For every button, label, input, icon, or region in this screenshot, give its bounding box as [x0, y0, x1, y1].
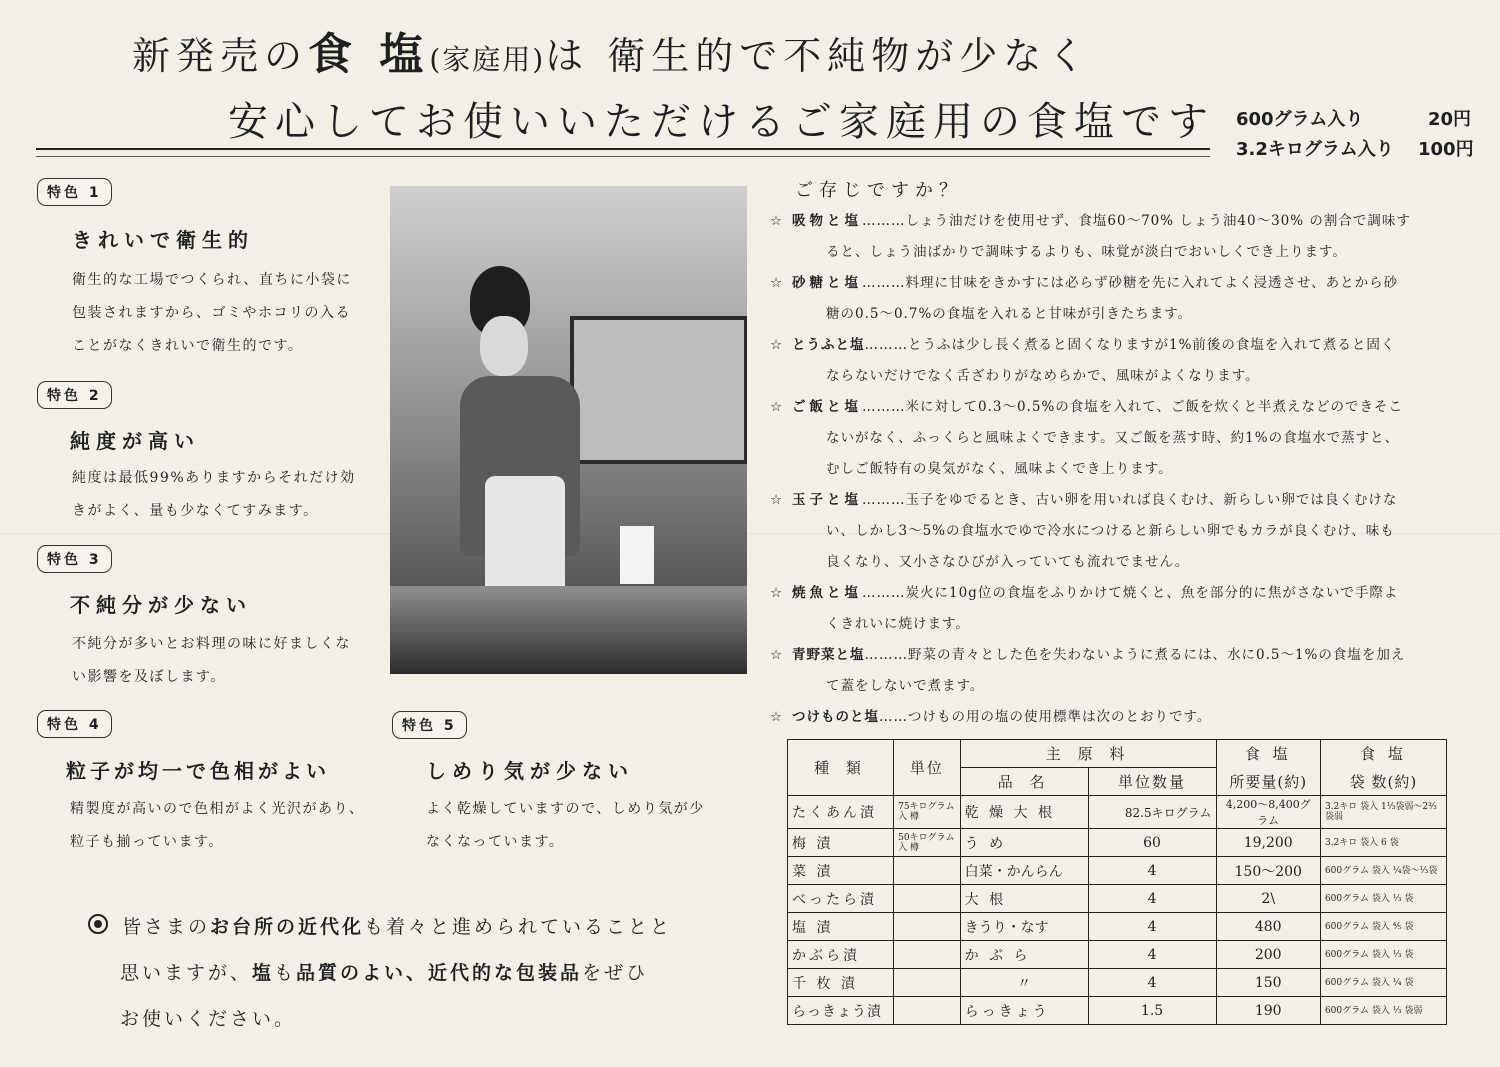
feature-tag-3: 特色 3	[37, 545, 112, 573]
kind-cell: たくあん漬	[788, 796, 894, 829]
salt-cell: 200	[1216, 941, 1320, 969]
header-rule	[36, 148, 1210, 157]
unit-cell	[894, 885, 961, 913]
tip-text: ………料理に甘味をきかすには必らず砂糖を先に入れてよく浸透させ、あとから砂	[862, 275, 1399, 291]
tip-label: ご飯と塩	[792, 399, 862, 415]
apron	[485, 476, 565, 596]
item-cell: らっきょう	[960, 997, 1088, 1025]
unit-cell	[894, 913, 961, 941]
tip-text: 良くなり、又小さなひびが入っていても流れでません。	[826, 554, 1190, 570]
feature-body-3	[72, 628, 351, 694]
closing-message	[88, 904, 672, 1042]
bags-cell: 600グラム 袋入 ⅓ 袋	[1320, 941, 1446, 969]
feature-title-1: きれいで衛生的	[72, 228, 254, 252]
bags-cell: 3.2キロ 袋入 6 袋	[1320, 829, 1446, 857]
qty-cell: 82.5キログラム	[1088, 796, 1216, 829]
salt-cell: 4,200〜8,400グラム	[1216, 796, 1320, 829]
star-icon: ☆	[770, 647, 784, 663]
headline-text: 新発売の	[132, 34, 309, 78]
closing-text: をぜひ	[582, 962, 649, 984]
feature-line: 包装されますから、ゴミやホコリの入る	[72, 305, 351, 321]
bullet-circle-icon	[88, 914, 108, 934]
table-row	[788, 857, 1447, 885]
closing-text: も着々と進められていることと	[364, 916, 673, 938]
column-header: 主 原 料	[960, 740, 1216, 768]
salt-package	[620, 526, 654, 584]
price-size-1: 600グラム入り	[1236, 109, 1364, 130]
tip-text: くきれいに焼けます。	[826, 616, 970, 632]
column-header: 単位	[894, 740, 961, 796]
closing-emphasis: お台所の近代化	[210, 916, 365, 938]
tip-label: 玉子と塩	[792, 492, 862, 508]
tip-label: とうふと塩	[792, 337, 865, 353]
headline-emphasis: 食 塩	[308, 29, 430, 80]
feature-tag-4: 特色 4	[37, 710, 112, 738]
unit-cell: 75キログラム入 樽	[894, 796, 961, 829]
star-icon: ☆	[770, 213, 784, 229]
tip-label: 砂糖と塩	[792, 275, 862, 291]
feature-tag-2: 特色 2	[37, 381, 112, 409]
counter	[390, 586, 747, 674]
salt-cell: 480	[1216, 913, 1320, 941]
feature-body-4	[70, 793, 365, 859]
qty-cell: 4	[1088, 913, 1216, 941]
feature-line: ことがなくきれいで衛生的です。	[72, 338, 304, 354]
column-header: 単位数量	[1088, 768, 1216, 796]
kitchen-photo	[390, 186, 747, 674]
table-row	[788, 885, 1447, 913]
tip-text: ………しょう油だけを使用せず、食塩60〜70% しょう油40〜30% の割合で調味す	[862, 213, 1411, 229]
bags-cell: 600グラム 袋入 ¼袋〜⅓袋	[1320, 857, 1446, 885]
feature-title-3: 不純分が少ない	[70, 593, 252, 617]
woman-face	[480, 316, 528, 376]
column-header: 食 塩	[1320, 740, 1446, 768]
feature-line: 精製度が高いので色相がよく光沢があり、	[70, 801, 365, 817]
price-value-2: 100円	[1418, 139, 1474, 160]
table-row	[788, 796, 1447, 829]
tip-text: ………米に対して0.3〜0.5%の食塩を入れて、ご飯を炊くと半煮えなどのできそこ	[862, 399, 1403, 415]
feature-line: 純度は最低99%ありますからそれだけ効	[72, 470, 356, 486]
feature-title-5: しめり気が少ない	[426, 759, 634, 783]
closing-emphasis: 品質のよい、近代的な包装品	[296, 962, 583, 984]
unit-cell	[894, 997, 961, 1025]
feature-line: なくなっています。	[426, 834, 565, 850]
feature-line: 粒子も揃っています。	[70, 834, 224, 850]
feature-body-1	[72, 264, 352, 363]
unit-cell: 50キログラム入 樽	[894, 829, 961, 857]
salt-cell: 2\	[1216, 885, 1320, 913]
headline-note: (家庭用)	[429, 43, 546, 76]
star-icon: ☆	[770, 399, 784, 415]
salt-cell: 190	[1216, 997, 1320, 1025]
headline-line-2: 安心してお使いいただけるご家庭用の食塩です	[228, 99, 1215, 145]
item-cell: う め	[960, 829, 1088, 857]
tip-text: むしご飯特有の臭気がなく、風味よくでき上ります。	[826, 461, 1173, 477]
price-size-2: 3.2キログラム入り	[1236, 139, 1394, 160]
bags-cell: 600グラム 袋入 ⅓ 袋弱	[1320, 997, 1446, 1025]
kind-cell: 梅 漬	[788, 829, 894, 857]
column-header: 食 塩	[1216, 740, 1320, 768]
feature-tag-5: 特色 5	[392, 711, 467, 739]
feature-line: 衛生的な工場でつくられ、直ちに小袋に	[72, 272, 352, 288]
tip-label: 焼魚と塩	[792, 585, 862, 601]
tip-label: つけものと塩	[792, 709, 879, 725]
unit-cell	[894, 857, 961, 885]
table-row	[788, 913, 1447, 941]
salt-cell: 150	[1216, 969, 1320, 997]
kind-cell: かぶら漬	[788, 941, 894, 969]
closing-line-2	[88, 950, 672, 996]
tip-text: ………とうふは少し長く煮ると固くなりますが1%前後の食塩を入れて煮ると固く	[864, 337, 1396, 353]
closing-text: も	[274, 962, 297, 984]
kind-cell: らっきょう漬	[788, 997, 894, 1025]
qty-cell: 60	[1088, 829, 1216, 857]
bags-cell: 3.2キロ 袋入 1⅓袋弱〜2⅔袋弱	[1320, 796, 1446, 829]
feature-body-5	[426, 793, 705, 859]
tip-text: ならないだけでなく舌ざわりがなめらかで、風味がよくなります。	[826, 368, 1260, 384]
tip-item	[770, 392, 1470, 485]
bags-cell: 600グラム 袋入 ⅘ 袋	[1320, 913, 1446, 941]
qty-cell: 4	[1088, 885, 1216, 913]
table-header-row	[788, 740, 1447, 768]
tip-item	[770, 640, 1470, 702]
tip-text: ると、しょう油ばかりで調味するよりも、味覚が淡白でおいしくでき上ります。	[826, 244, 1347, 260]
table-row	[788, 941, 1447, 969]
qty-cell: 4	[1088, 969, 1216, 997]
tip-item	[770, 485, 1470, 578]
tip-text: 糖の0.5〜0.7%の食塩を入れると甘味が引きたちます。	[826, 306, 1193, 322]
star-icon: ☆	[770, 492, 784, 508]
feature-title-4: 粒子が均一で色相がよい	[66, 759, 330, 783]
closing-line-3: お使いください。	[120, 1008, 297, 1030]
closing-emphasis: 塩	[252, 962, 275, 984]
tip-text: ………野菜の青々とした色を失わないように煮るには、水に0.5〜1%の食塩を加え	[864, 647, 1406, 663]
tip-text: ………炭火に10g位の食塩をふりかけて焼くと、魚を部分的に焦がさないで手際よ	[862, 585, 1399, 601]
kind-cell: 菜 漬	[788, 857, 894, 885]
feature-tag-1: 特色 1	[37, 178, 112, 206]
tip-item	[770, 330, 1470, 392]
item-cell: 大 根	[960, 885, 1088, 913]
unit-cell	[894, 941, 961, 969]
column-header: 品 名	[960, 768, 1088, 796]
feature-line: よく乾燥していますので、しめり気が少	[426, 801, 705, 817]
pickling-salt-table	[787, 739, 1447, 1025]
qty-cell: 4	[1088, 941, 1216, 969]
tips-heading: ご存じですか？	[795, 180, 963, 201]
closing-text: 皆さまの	[122, 916, 211, 938]
bags-cell: 600グラム 袋入 ⅓ 袋	[1320, 885, 1446, 913]
tip-text: ……つけもの用の塩の使用標準は次のとおりです。	[879, 709, 1212, 725]
price-value-1: 20円	[1428, 109, 1472, 130]
tip-item	[770, 268, 1470, 330]
tip-text: て蓋をしないで煮ます。	[826, 678, 985, 694]
cabinet-window	[570, 316, 747, 464]
feature-line: きがよく、量も少なくてすみます。	[72, 503, 319, 519]
headline-text: は 衛生的で不純物が少なく	[545, 34, 1092, 78]
item-cell: か ぶ ら	[960, 941, 1088, 969]
tip-label: 青野菜と塩	[792, 647, 865, 663]
tip-item	[770, 578, 1470, 640]
kind-cell: 塩 漬	[788, 913, 894, 941]
tip-item	[770, 702, 1470, 733]
table-row	[788, 997, 1447, 1025]
table-row	[788, 969, 1447, 997]
tip-text: い、しかし3〜5%の食塩水でゆで冷水につけると新らしい卵でもカラが良くむけ、味も	[826, 523, 1395, 539]
tip-label: 吸物と塩	[792, 213, 862, 229]
star-icon: ☆	[770, 337, 784, 353]
feature-line: い影響を及ぼします。	[72, 669, 226, 685]
salt-cell: 19,200	[1216, 829, 1320, 857]
feature-title-2: 純度が高い	[70, 429, 200, 453]
star-icon: ☆	[770, 275, 784, 291]
qty-cell: 1.5	[1088, 997, 1216, 1025]
kind-cell: 千 枚 漬	[788, 969, 894, 997]
closing-line-1	[88, 904, 672, 950]
item-cell: 乾 燥 大 根	[960, 796, 1088, 829]
feature-line: 不純分が多いとお料理の味に好ましくな	[72, 636, 351, 652]
kind-cell: べったら漬	[788, 885, 894, 913]
item-cell: 〃	[960, 969, 1088, 997]
star-icon: ☆	[770, 709, 784, 725]
item-cell: 白菜・かんらん	[960, 857, 1088, 885]
qty-cell: 4	[1088, 857, 1216, 885]
table-row	[788, 829, 1447, 857]
tip-item	[770, 206, 1470, 268]
closing-text: 思いますが、	[120, 962, 253, 984]
column-header: 所要量(約)	[1216, 768, 1320, 796]
salt-cell: 150〜200	[1216, 857, 1320, 885]
tip-text: ないがなく、ふっくらと風味よくできます。又ご飯を蒸す時、約1%の食塩水で蒸すと、	[826, 430, 1400, 446]
tip-text: ………玉子をゆでるとき、古い卵を用いれば良くむけ、新らしい卵では良くむけな	[862, 492, 1398, 508]
feature-body-2	[72, 462, 356, 528]
headline-line-1	[132, 18, 1091, 82]
column-header: 種 類	[788, 740, 894, 796]
unit-cell	[894, 969, 961, 997]
star-icon: ☆	[770, 585, 784, 601]
bags-cell: 600グラム 袋入 ¼ 袋	[1320, 969, 1446, 997]
column-header: 袋 数(約)	[1320, 768, 1446, 796]
item-cell: きうり・なす	[960, 913, 1088, 941]
